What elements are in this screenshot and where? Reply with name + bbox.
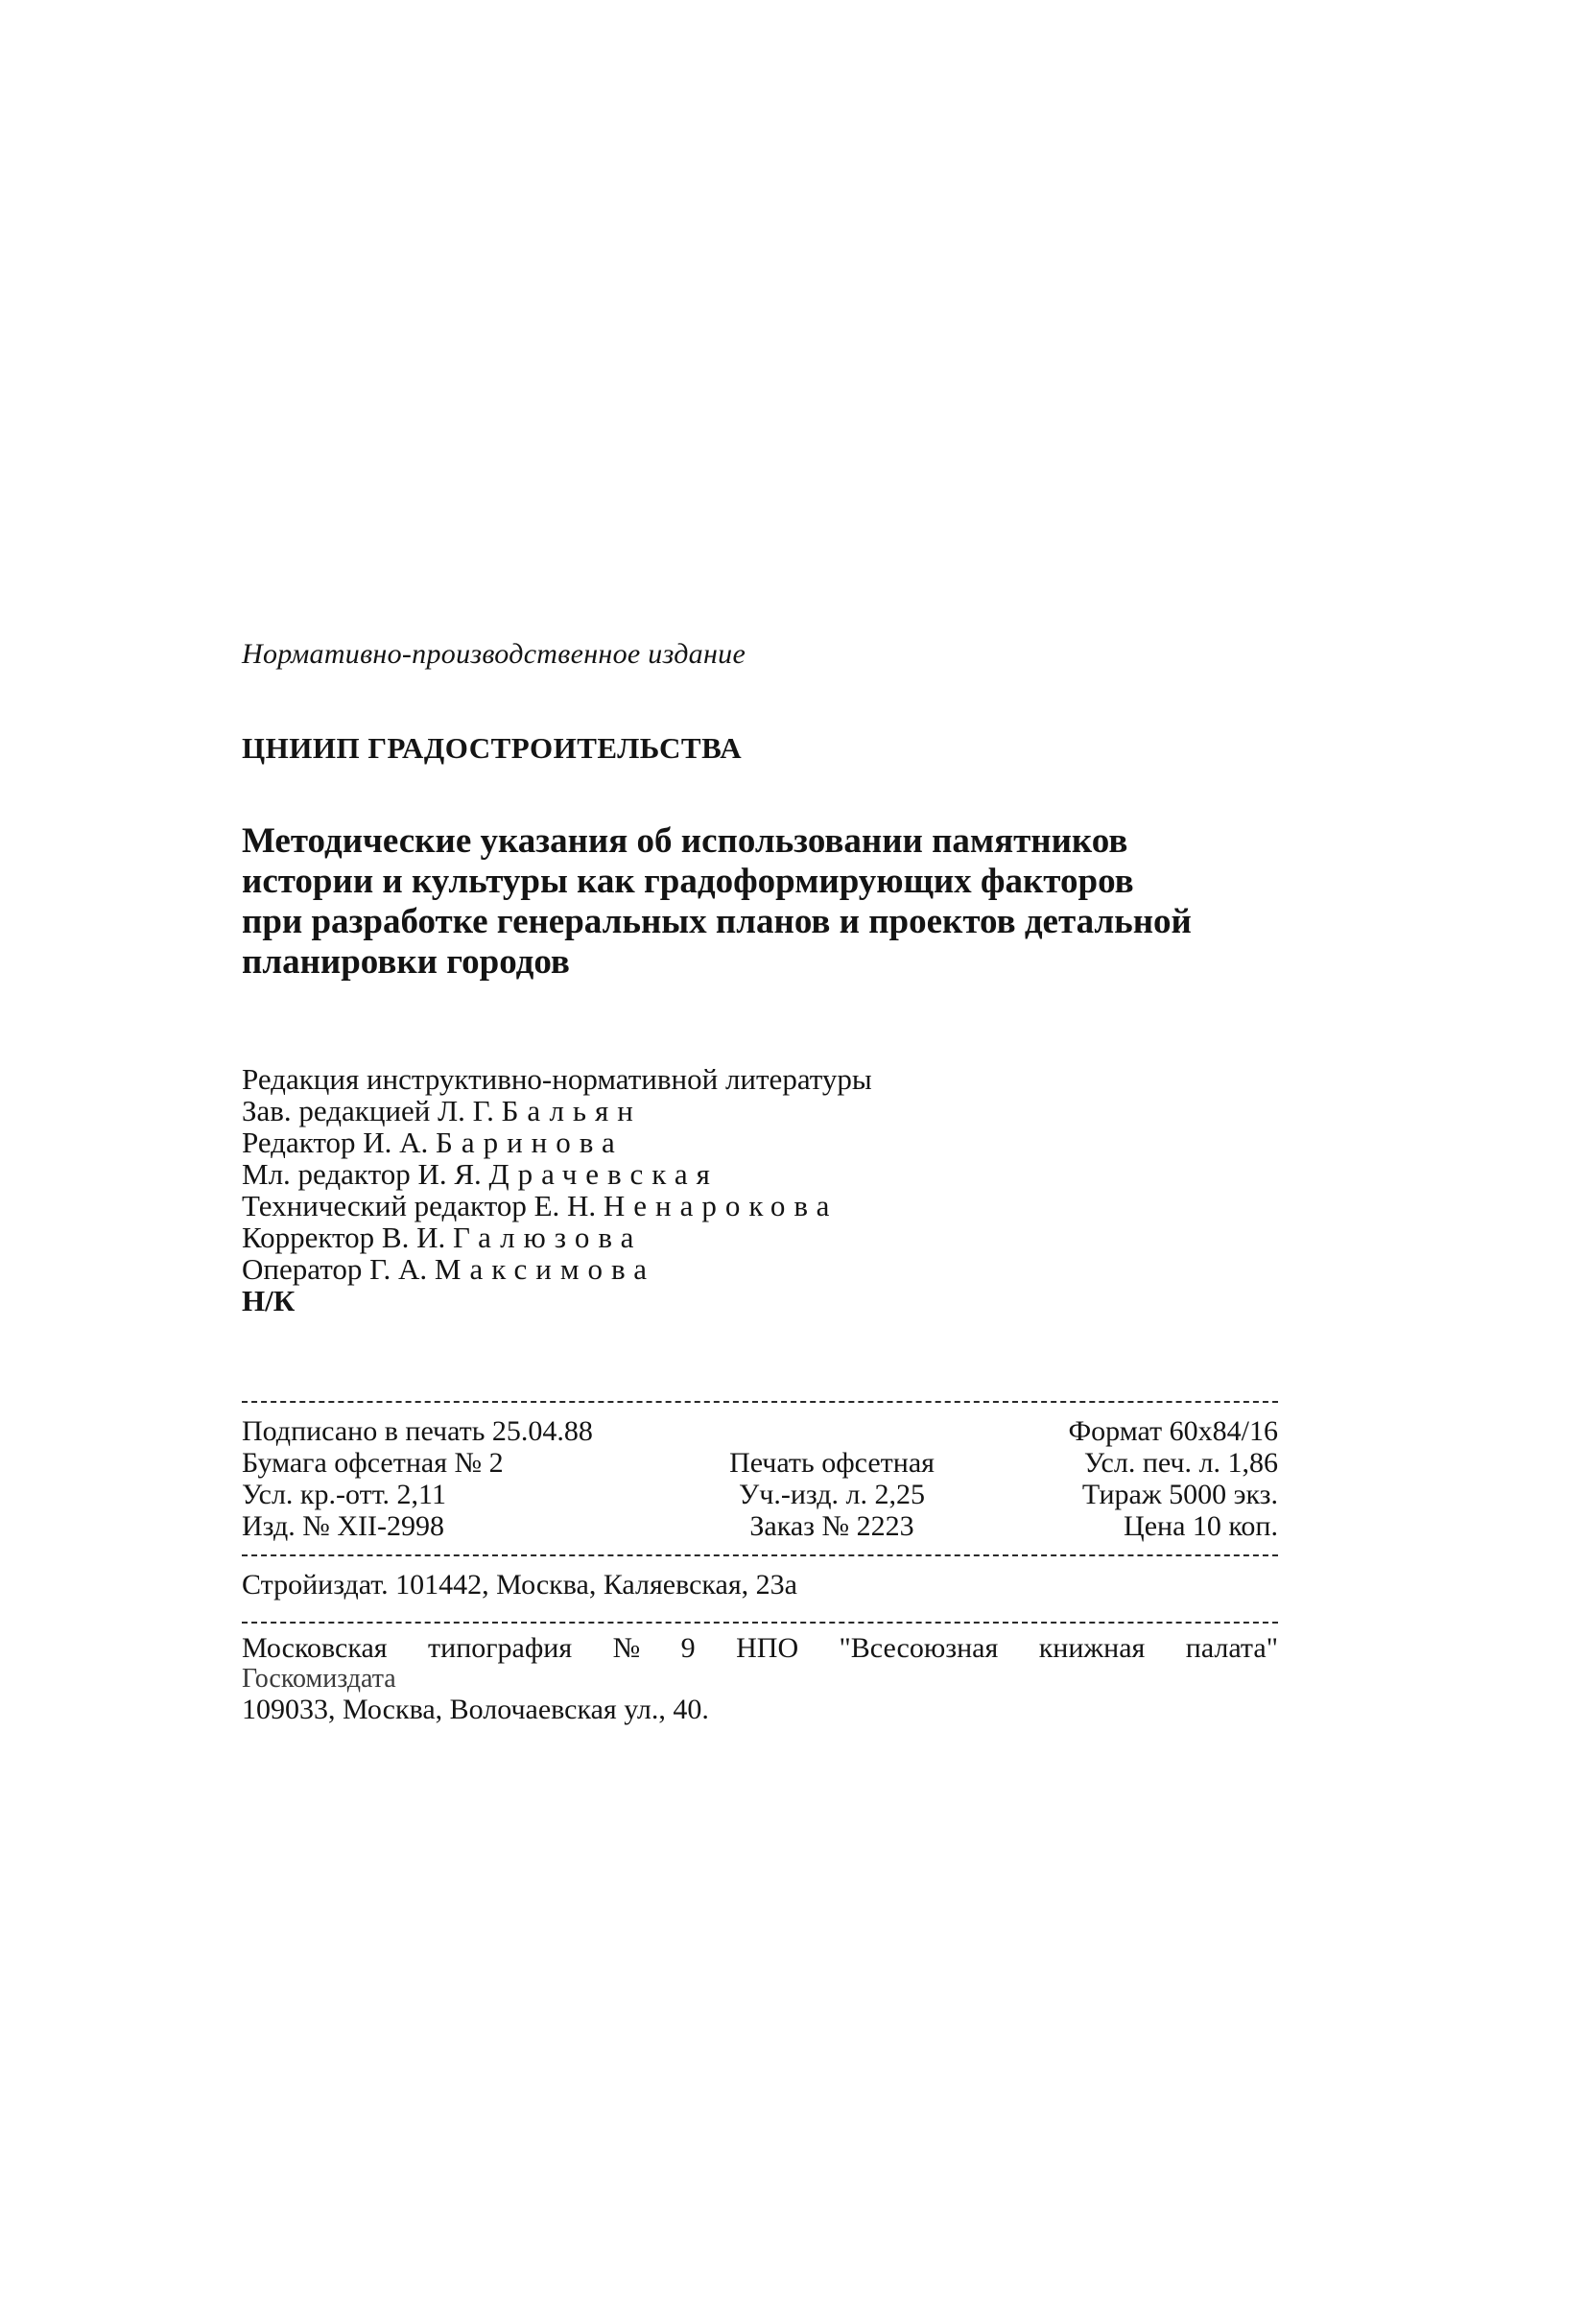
spec-left: Бумага офсетная № 2	[242, 1447, 504, 1479]
credit-role: Оператор Г. А.	[242, 1252, 428, 1286]
title-line: Методические указания об использовании памятников	[242, 821, 1128, 861]
title-line: планировки городов	[242, 942, 570, 982]
spec-row	[242, 1447, 1278, 1479]
printer-agency: Госкомиздата	[242, 1664, 396, 1694]
credit-head-editor	[242, 1095, 1278, 1126]
spec-right: Формат 60х84/16	[1068, 1415, 1278, 1447]
printer-word: палата"	[1185, 1632, 1278, 1664]
credit-operator	[242, 1253, 1278, 1285]
spec-row	[242, 1415, 1278, 1447]
publisher-address: Стройиздат. 101442, Москва, Каляевская, 23а	[242, 1569, 797, 1601]
printer-word: типография	[428, 1632, 573, 1664]
spec-right: Цена 10 коп.	[1124, 1510, 1278, 1542]
printer-word: НПО	[736, 1632, 799, 1664]
printer-word: Московская	[242, 1632, 388, 1664]
credits-list	[242, 1063, 1278, 1316]
printer-word: №	[612, 1632, 641, 1664]
title-line: истории и культуры как градоформирующих факторов	[242, 862, 1134, 901]
credit-role: Технический редактор Е. Н.	[242, 1189, 597, 1222]
credit-role: Корректор В. И.	[242, 1221, 446, 1254]
spec-center: Заказ № 2223	[749, 1510, 914, 1542]
credit-role: Мл. редактор И. Я.	[242, 1157, 482, 1191]
dashed-divider	[242, 1401, 1278, 1403]
printer-line	[242, 1633, 1278, 1664]
editorial-office: Редакция инструктивно-нормативной литературы	[242, 1062, 872, 1096]
credit-editor	[242, 1126, 1278, 1158]
spec-left: Подписано в печать 25.04.88	[242, 1415, 593, 1447]
spec-left: Усл. кр.-отт. 2,11	[242, 1479, 446, 1510]
printer-info	[242, 1633, 1278, 1725]
credit-role: Зав. редакцией Л. Г.	[242, 1094, 494, 1127]
credit-name: Бальян	[501, 1094, 642, 1127]
dashed-divider	[242, 1622, 1278, 1624]
print-specs	[242, 1415, 1278, 1542]
credit-proofreader	[242, 1221, 1278, 1253]
spec-right: Усл. печ. л. 1,86	[1083, 1447, 1278, 1479]
title-line: при разработке генеральных планов и проектов детальной	[242, 902, 1192, 941]
organization-name: ЦНИИП ГРАДОСТРОИТЕЛЬСТВА	[242, 731, 743, 765]
spec-center: Печать офсетная	[729, 1447, 935, 1479]
printer-word: "Всесоюзная	[839, 1632, 999, 1664]
credit-name: Драчевская	[488, 1157, 719, 1191]
credit-name: Ненарокова	[603, 1189, 839, 1222]
credit-junior-editor	[242, 1158, 1278, 1190]
printer-word: книжная	[1038, 1632, 1146, 1664]
spec-row	[242, 1479, 1278, 1510]
document-title	[242, 821, 1297, 983]
dashed-divider	[242, 1554, 1278, 1556]
spec-row	[242, 1510, 1278, 1542]
credit-name: Баринова	[436, 1126, 624, 1159]
spec-right: Тираж 5000 экз.	[1081, 1479, 1278, 1510]
printer-word: 9	[680, 1632, 696, 1664]
credit-name: Галюзова	[453, 1221, 643, 1254]
spec-left: Изд. № XII-2998	[242, 1510, 444, 1542]
credit-code: Н/К	[242, 1284, 296, 1317]
credit-name: Максимова	[434, 1252, 655, 1286]
printer-address: 109033, Москва, Волочаевская ул., 40.	[242, 1694, 709, 1725]
credit-role: Редактор И. А.	[242, 1126, 429, 1159]
credit-tech-editor	[242, 1190, 1278, 1221]
edition-type: Нормативно-производственное издание	[242, 638, 746, 670]
spec-center: Уч.-изд. л. 2,25	[739, 1479, 925, 1510]
